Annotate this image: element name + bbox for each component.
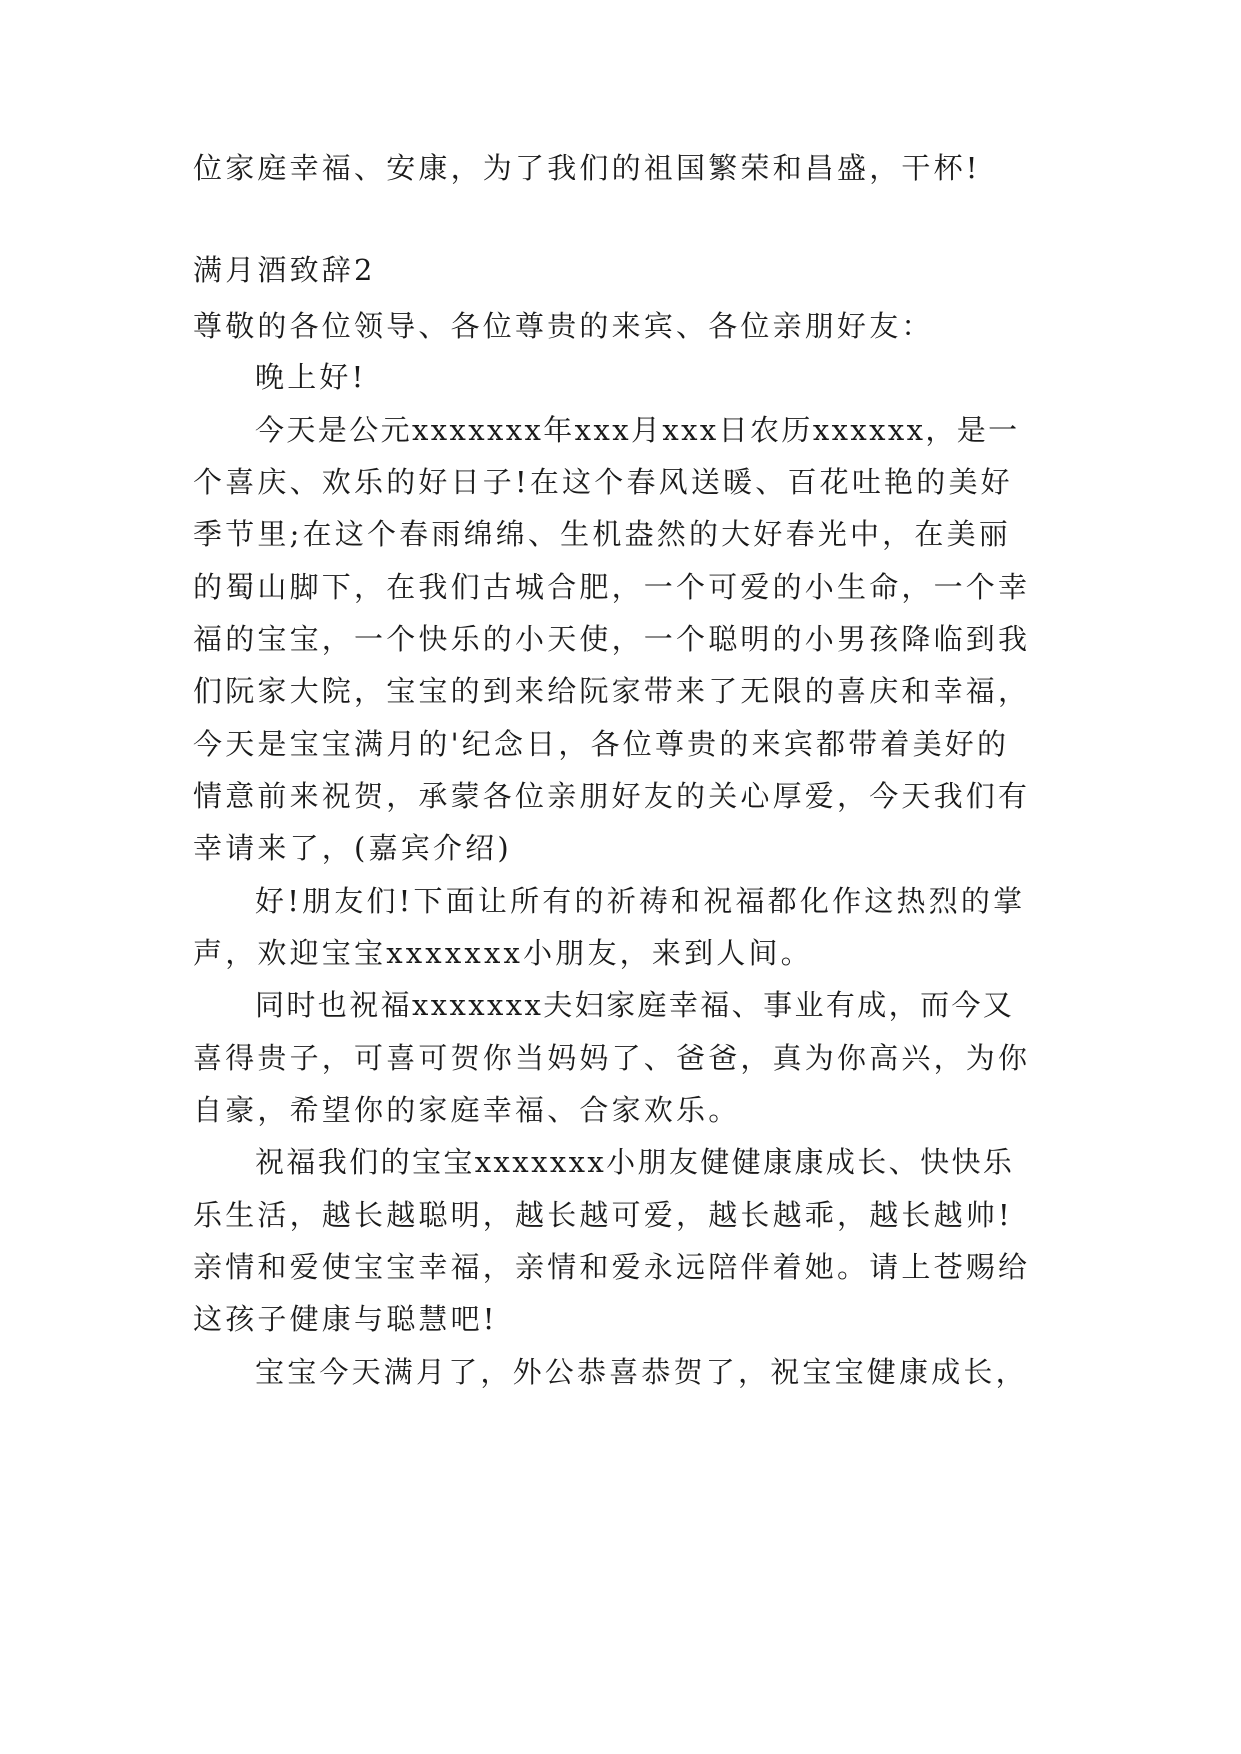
text-line: 自豪，希望你的家庭幸福、合家欢乐。 xyxy=(193,1093,741,1127)
text-line: 情意前来祝贺，承蒙各位亲朋好友的关心厚爱，今天我们有 xyxy=(193,779,1031,813)
text-line: 乐生活，越长越聪明，越长越可爱，越长越乖，越长越帅! xyxy=(193,1198,1013,1232)
text-line: 祝福我们的宝宝xxxxxxx小朋友健健康康成长、快快乐 xyxy=(255,1145,1015,1179)
text-line: 好!朋友们!下面让所有的祈祷和祝福都化作这热烈的掌 xyxy=(255,884,1026,918)
text-line: 尊敬的各位领导、各位尊贵的来宾、各位亲朋好友： xyxy=(193,309,934,343)
text-line: 今天是宝宝满月的'纪念日，各位尊贵的来宾都带着美好的 xyxy=(193,727,1010,761)
text-line: 声，欢迎宝宝xxxxxxx小朋友，来到人间。 xyxy=(193,936,813,970)
text-line: 个喜庆、欢乐的好日子!在这个春风送暖、百花吐艳的美好 xyxy=(193,465,1013,499)
text-line: 位家庭幸福、安康，为了我们的祖国繁荣和昌盛，干杯! xyxy=(193,151,981,185)
text-line: 晚上好! xyxy=(255,360,367,394)
text-line: 亲情和爱使宝宝幸福，亲情和爱永远陪伴着她。请上苍赐给 xyxy=(193,1250,1031,1284)
text-line: 季节里;在这个春雨绵绵、生机盎然的大好春光中，在美丽 xyxy=(193,517,1011,551)
text-line: 这孩子健康与聪慧吧! xyxy=(193,1302,498,1336)
text-line: 今天是公元xxxxxxx年xxx月xxx日农历xxxxxx，是一 xyxy=(255,413,1020,447)
text-line: 们阮家大院，宝宝的到来给阮家带来了无限的喜庆和幸福， xyxy=(193,674,1031,708)
text-line: 的蜀山脚下，在我们古城合肥，一个可爱的小生命，一个幸 xyxy=(193,570,1031,604)
text-line: 幸请来了，(嘉宾介绍) xyxy=(193,831,512,865)
section-heading: 满月酒致辞2 xyxy=(193,253,376,287)
text-line: 宝宝今天满月了，外公恭喜恭贺了，祝宝宝健康成长， xyxy=(255,1355,1028,1389)
text-line: 喜得贵子，可喜可贺你当妈妈了、爸爸，真为你高兴，为你 xyxy=(193,1041,1031,1075)
text-line: 福的宝宝，一个快乐的小天使，一个聪明的小男孩降临到我 xyxy=(193,622,1031,656)
text-line: 同时也祝福xxxxxxx夫妇家庭幸福、事业有成，而今又 xyxy=(255,988,1015,1022)
